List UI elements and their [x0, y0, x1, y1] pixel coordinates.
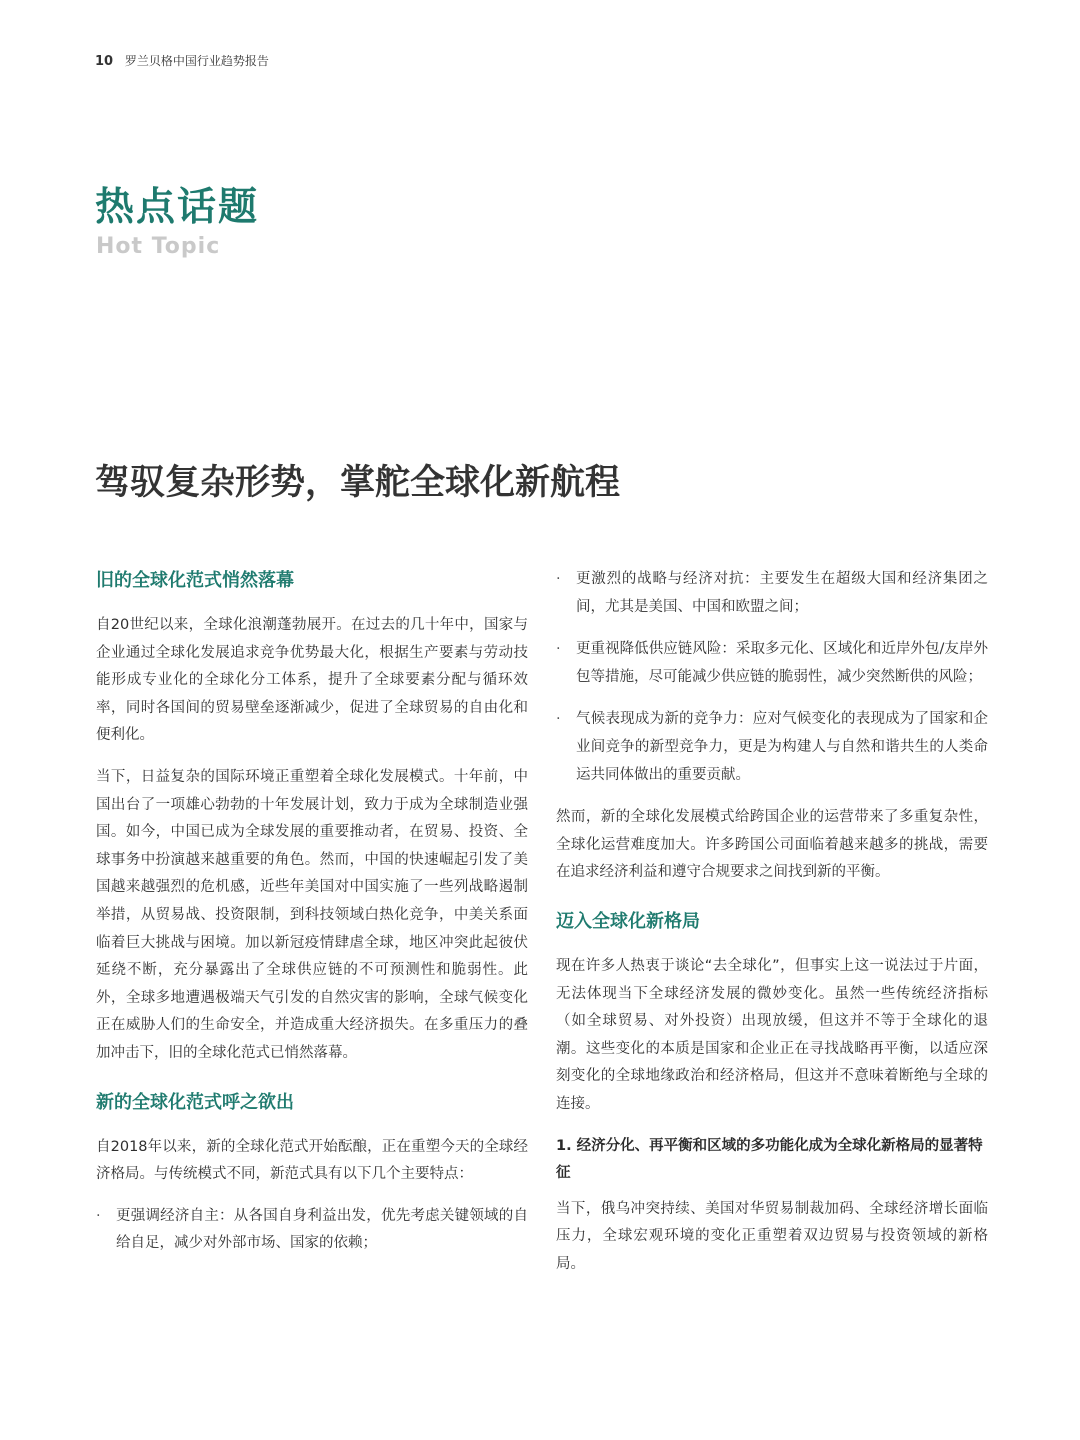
- list-item-text: 更激烈的战略与经济对抗：主要发生在超级大国和经济集团之间，尤其是美国、中国和欧盟之间；: [576, 571, 988, 615]
- feature-list-continued: [556, 566, 988, 789]
- article-title: 驾驭复杂形势，掌舵全球化新航程: [95, 463, 621, 503]
- paragraph: 现在许多人热衷于谈论“去全球化”，但事实上这一说法过于片面，无法体现当下全球经济发展的微妙变化。虽然一些传统经济指标（如全球贸易、对外投资）出现放缓，但这并不等于全球化的退潮。这些变化的本质是国家和企业正在寻找战略再平衡，以适应深刻变化的全球地缘政治和经济格局，但这并不意味着断绝与全球的连接。: [556, 957, 988, 1112]
- paragraph: 自2018年以来，新的全球化范式开始酝酿，正在重塑今天的全球经济格局。与传统模式不同，新范式具有以下几个主要特点：: [96, 1138, 528, 1183]
- paragraph: 自20世纪以来，全球化浪潮蓬勃展开。在过去的几十年中，国家与企业通过全球化发展追求竞争优势最大化，根据生产要素与劳动技能形成专业化的全球化分工体系，提升了全球要素分配与循环效率，同时各国间的贸易壁垒逐渐减少，促进了全球贸易的自由化和便利化。: [96, 617, 528, 744]
- section-title: 热点话题: [95, 185, 260, 230]
- page-number: 10: [95, 54, 114, 69]
- left-column: [96, 566, 528, 1273]
- paragraph: 然而，新的全球化发展模式给跨国企业的运营带来了多重复杂性，全球化运营难度加大。许多跨国公司面临着越来越多的挑战，需要在追求经济利益和遵守合规要求之间找到新的平衡。: [556, 809, 988, 881]
- bullet-marker: ·: [556, 711, 561, 728]
- list-item: [556, 636, 988, 691]
- bullet-marker: ·: [556, 641, 561, 658]
- report-title: 罗兰贝格中国行业趋势报告: [124, 54, 269, 68]
- right-column: [556, 566, 988, 1292]
- subheading-new-landscape: 迈入全球化新格局: [556, 910, 700, 932]
- section-subtitle: Hot Topic: [96, 234, 221, 259]
- list-item: [556, 706, 988, 789]
- subheading-new-paradigm: 新的全球化范式呼之欲出: [96, 1091, 294, 1113]
- list-item-text: 更重视降低供应链风险：采取多元化、区域化和近岸外包/友岸外包等措施，尽可能减少供应链的脆弱性，减少突然断供的风险；: [576, 641, 988, 685]
- subheading-old-paradigm: 旧的全球化范式悄然落幕: [96, 570, 294, 591]
- list-item-text: 气候表现成为新的竞争力：应对气候变化的表现成为了国家和企业间竞争的新型竞争力，更是为构建人与自然和谐共生的人类命运共同体做出的重要贡献。: [576, 711, 988, 783]
- running-header: [95, 52, 269, 69]
- list-item: [556, 566, 988, 621]
- list-item-text: 更强调经济自主：从各国自身利益出发，优先考虑关键领域的自给自足，减少对外部市场、国家的依赖；: [116, 1207, 528, 1252]
- feature-list: [96, 1203, 528, 1258]
- bullet-marker: ·: [96, 1207, 101, 1224]
- list-item: [96, 1203, 528, 1258]
- paragraph: 当下，日益复杂的国际环境正重塑着全球化发展模式。十年前，中国出台了一项雄心勃勃的十年发展计划，致力于成为全球制造业强国。如今，中国已成为全球发展的重要推动者，在贸易、投资、全球事务中扮演越来越重要的角色。然而，中国的快速崛起引发了美国越来越强烈的危机感，近些年美国对中国实施了一些列战略遏制举措，从贸易战、投资限制，到科技领域白热化竞争，中美关系面临着巨大挑战与困境。加以新冠疫情肆虐全球，地区冲突此起彼伏延绕不断，充分暴露出了全球供应链的不可预测性和脆弱性。此外，全球多地遭遇极端天气引发的自然灾害的影响，全球气候变化正在威胁人们的生命安全，并造成重大经济损失。在多重压力的叠加冲击下，旧的全球化范式已悄然落幕。: [96, 768, 528, 1061]
- bullet-marker: ·: [556, 571, 561, 587]
- numbered-heading: 1. 经济分化、再平衡和区域的多功能化成为全球化新格局的显著特征: [556, 1137, 983, 1182]
- paragraph: 当下，俄乌冲突持续、美国对华贸易制裁加码、全球经济增长面临压力，全球宏观环境的变化正重塑着双边贸易与投资领域的新格局。: [556, 1200, 988, 1272]
